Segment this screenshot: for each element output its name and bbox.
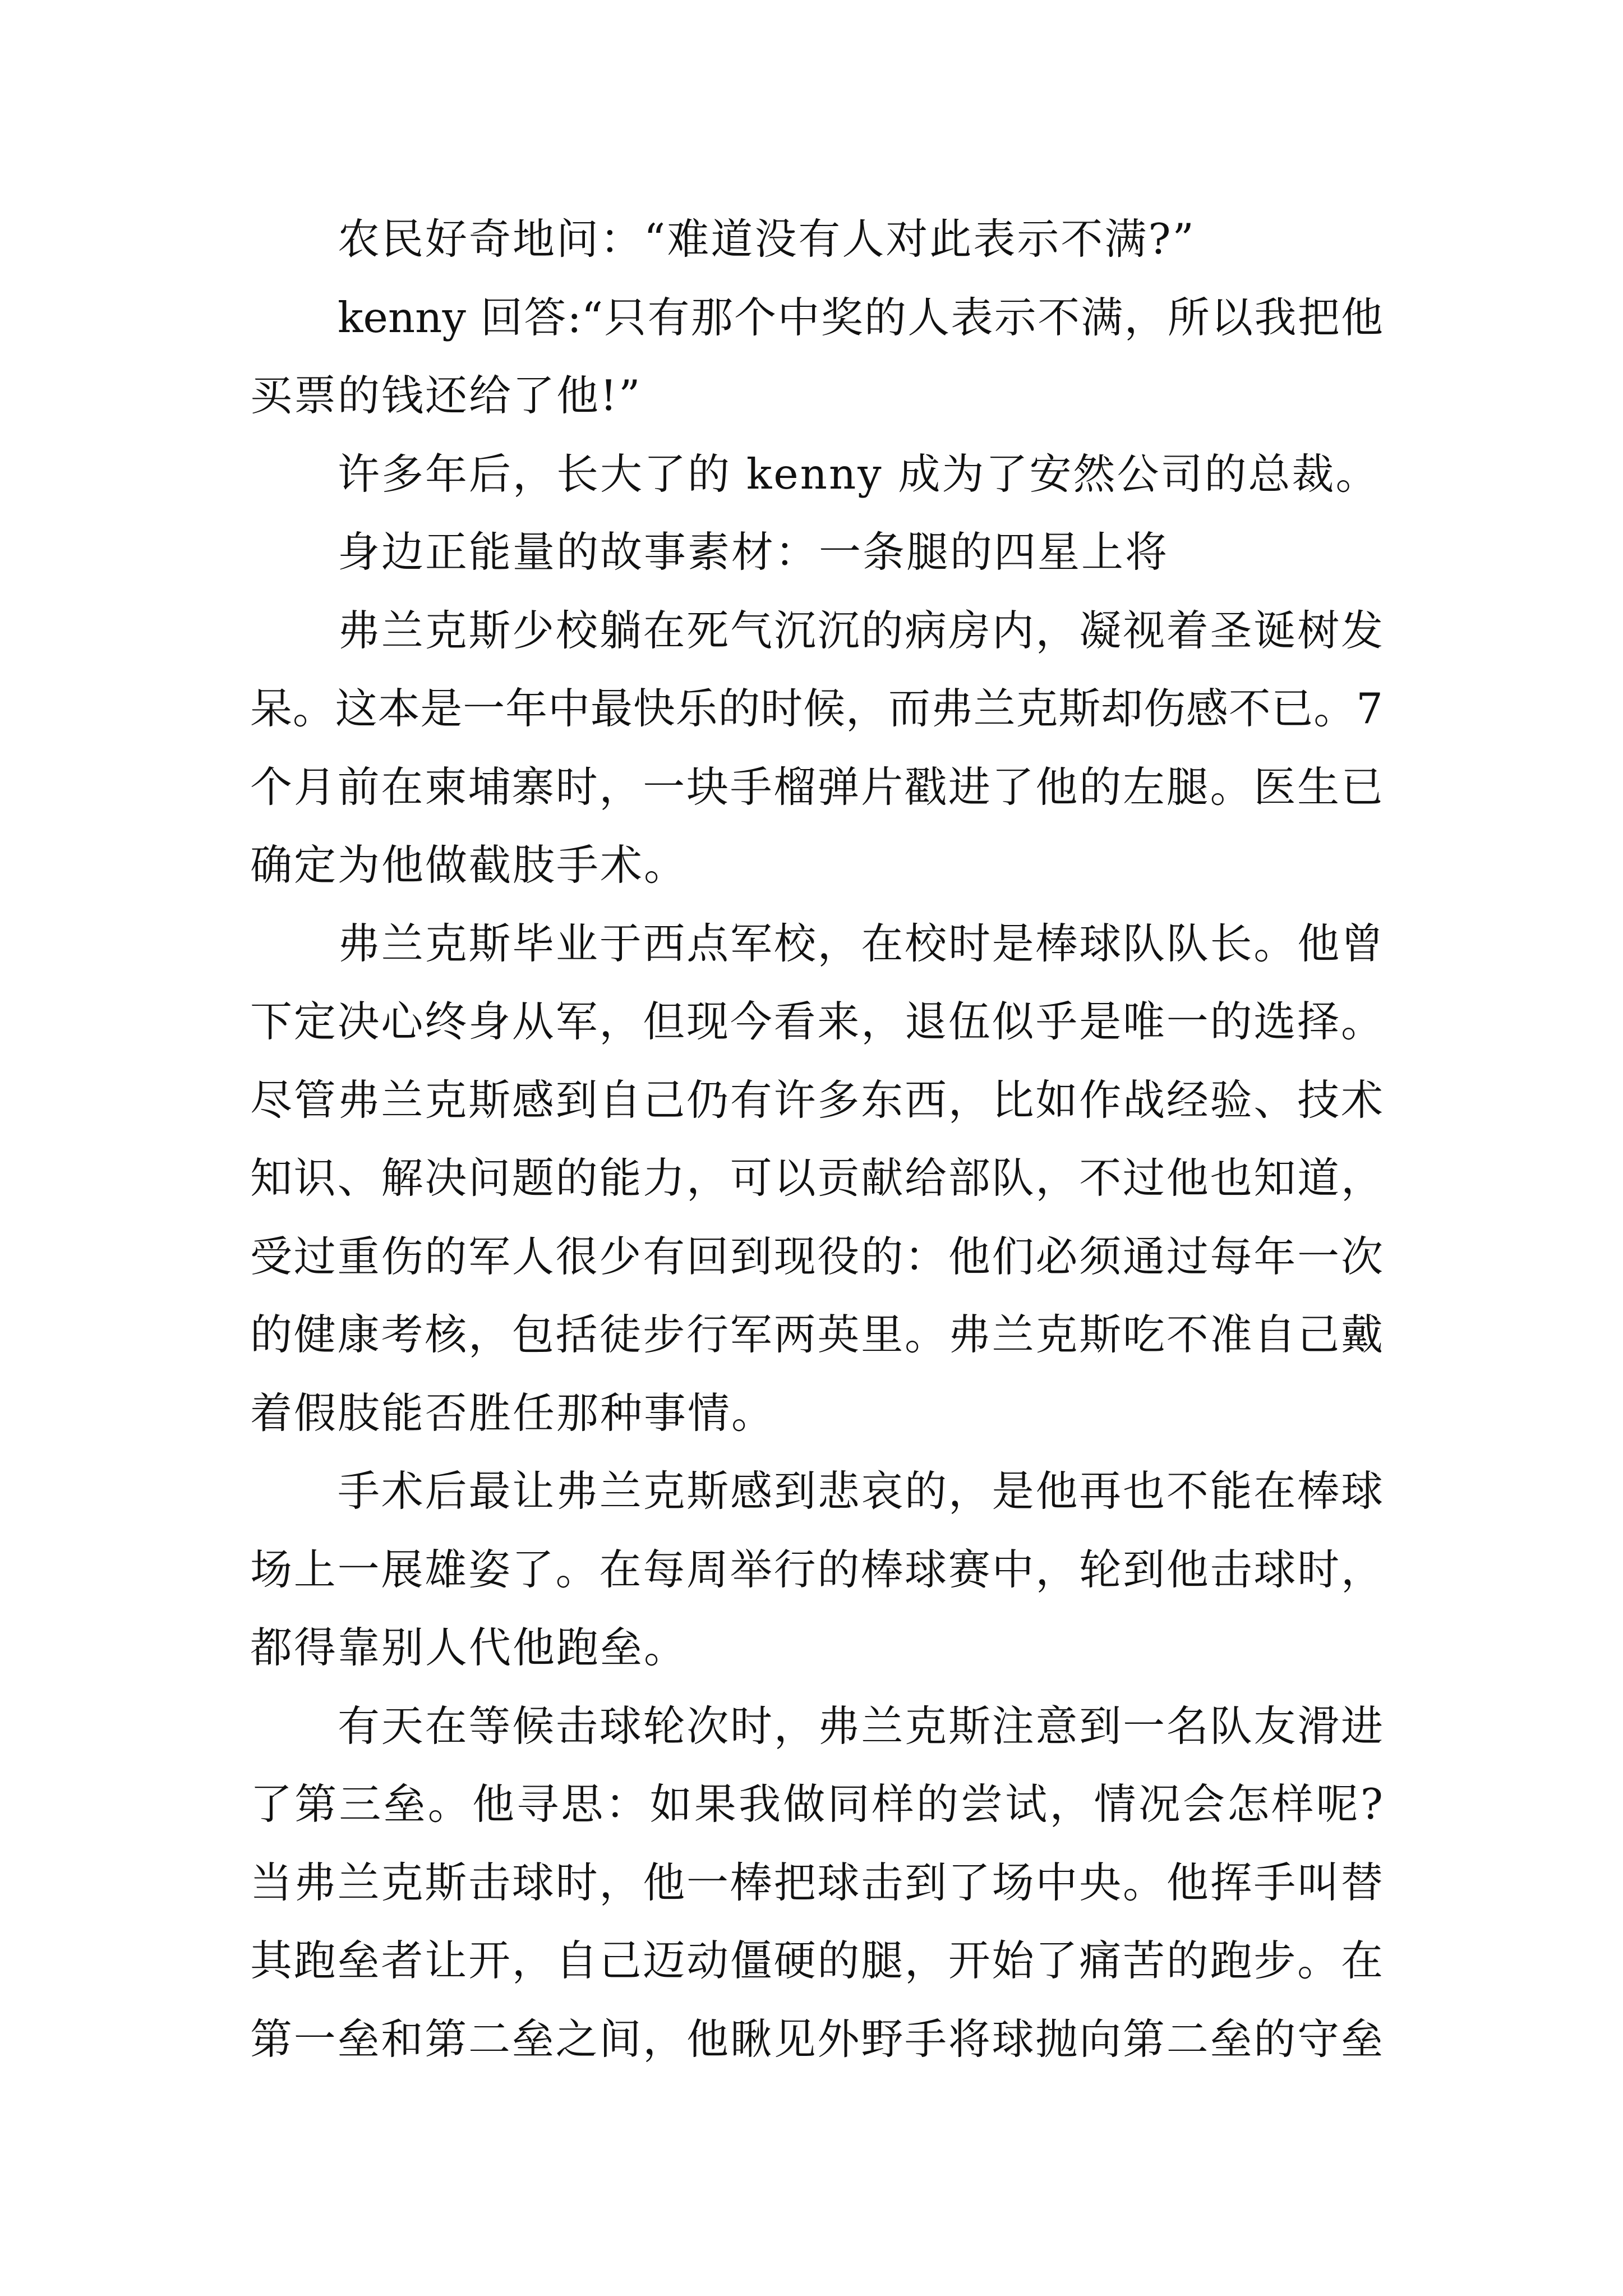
text-line: 场上一展雄姿了。在每周举行的棒球赛中，轮到他击球时， xyxy=(250,1544,1383,1594)
text-line: 受过重伤的军人很少有回到现役的：他们必须通过每年一次 xyxy=(250,1231,1383,1281)
text-line: 下定决心终身从军，但现今看来，退伍似乎是唯一的选择。 xyxy=(250,997,1383,1046)
text-line: 呆。这本是一年中最快乐的时候，而弗兰克斯却伤感不已。7 xyxy=(250,684,1383,733)
heading-line: 身边正能量的故事素材：一条腿的四星上将 xyxy=(338,527,1169,577)
text-line: 弗兰克斯少校躺在死气沉沉的病房内，凝视着圣诞树发 xyxy=(338,605,1383,655)
text-line: 都得靠别人代他跑垒。 xyxy=(250,1623,688,1672)
body-text xyxy=(250,200,1383,2078)
text-line: 第一垒和第二垒之间，他瞅见外野手将球抛向第二垒的守垒 xyxy=(250,2014,1383,2064)
section-heading xyxy=(250,513,1383,592)
text-line: 着假肢能否胜任那种事情。 xyxy=(250,1388,776,1438)
paragraph-after-surgery xyxy=(250,1452,1383,1687)
paragraph-kenny-answer xyxy=(250,279,1383,435)
text-line: 许多年后，长大了的 kenny 成为了安然公司的总裁。 xyxy=(338,449,1380,499)
paragraph-west-point xyxy=(250,905,1383,1453)
text-line: kenny 回答:“只有那个中奖的人表示不满，所以我把他 xyxy=(338,292,1383,342)
text-line: 买票的钱还给了他!” xyxy=(250,371,642,420)
text-line: 知识、解决问题的能力，可以贡献给部队，不过他也知道， xyxy=(250,1153,1383,1203)
paragraph-third-base xyxy=(250,1687,1383,2079)
text-line: 手术后最让弗兰克斯感到悲哀的，是他再也不能在棒球 xyxy=(338,1466,1383,1516)
text-line: 其跑垒者让开，自己迈动僵硬的腿，开始了痛苦的跑步。在 xyxy=(250,1936,1383,1985)
text-line: 了第三垒。他寻思：如果我做同样的尝试，情况会怎样呢? xyxy=(250,1779,1383,1829)
text-line: 个月前在柬埔寨时，一块手榴弹片戳进了他的左腿。医生已 xyxy=(250,762,1383,812)
paragraph-kenny-ceo xyxy=(250,435,1383,514)
text-line: 当弗兰克斯击球时，他一棒把球击到了场中央。他挥手叫替 xyxy=(250,1857,1383,1907)
text-line: 弗兰克斯毕业于西点军校，在校时是棒球队队长。他曾 xyxy=(338,918,1383,968)
text-line: 确定为他做截肢手术。 xyxy=(250,840,688,890)
text-line: 农民好奇地问：“难道没有人对此表示不满?” xyxy=(338,214,1196,264)
paragraph-farmer-question xyxy=(250,200,1383,279)
text-line: 有天在等候击球轮次时，弗兰克斯注意到一名队友滑进 xyxy=(338,1701,1383,1751)
text-line: 的健康考核，包括徒步行军两英里。弗兰克斯吃不准自己戴 xyxy=(250,1310,1383,1359)
paragraph-hospital xyxy=(250,592,1383,905)
text-line: 尽管弗兰克斯感到自己仍有许多东西，比如作战经验、技术 xyxy=(250,1075,1383,1125)
